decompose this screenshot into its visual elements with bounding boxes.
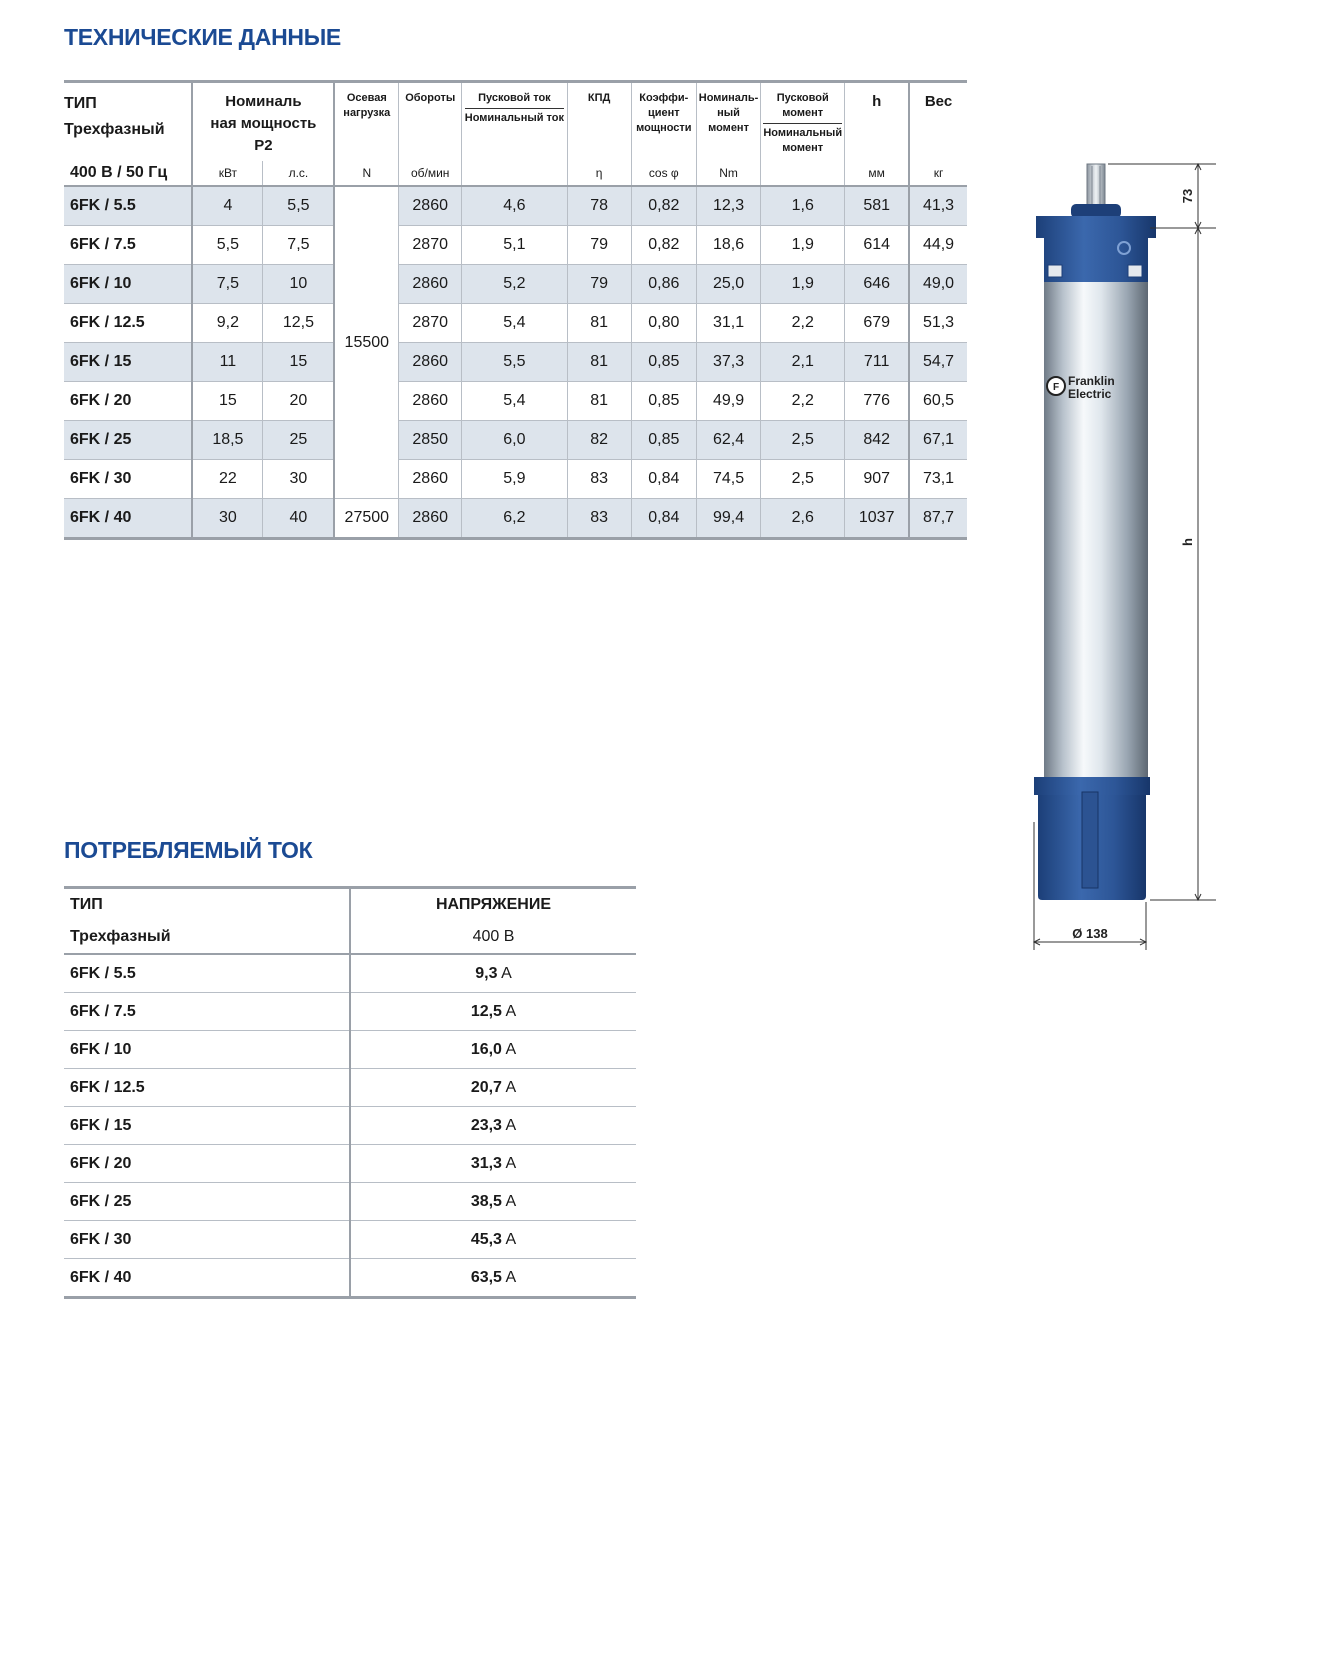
row-height: 776 [845, 382, 909, 421]
row-type: 6FK / 5.5 [64, 186, 192, 226]
tech-data-title: ТЕХНИЧЕСКИЕ ДАННЫЕ [64, 24, 341, 50]
height-header: h [845, 83, 909, 161]
current-unit: A [505, 1002, 517, 1020]
unit-efficiency: η [567, 161, 631, 186]
row-height: 1037 [845, 499, 909, 539]
row-start-torque-ratio: 2,1 [761, 343, 845, 382]
row-start-current-ratio: 5,4 [462, 304, 567, 343]
row-axial-load: 27500 [334, 499, 398, 539]
row-power-kw: 30 [192, 499, 263, 539]
row-type: 6FK / 25 [64, 421, 192, 460]
row-torque: 62,4 [696, 421, 760, 460]
current-unit: A [505, 1040, 517, 1058]
power-factor-header: Коэффи- циент мощности [631, 83, 696, 161]
unit-height: мм [845, 161, 909, 186]
row-weight: 49,0 [909, 265, 967, 304]
current-row-value [350, 1183, 636, 1221]
row-power-hp: 20 [263, 382, 335, 421]
row-start-current-ratio: 6,0 [462, 421, 567, 460]
current-row-value [350, 1107, 636, 1145]
row-type: 6FK / 30 [64, 460, 192, 499]
row-speed: 2850 [399, 421, 462, 460]
row-type: 6FK / 20 [64, 382, 192, 421]
current-unit: A [505, 1116, 517, 1134]
current-row-value [350, 993, 636, 1031]
row-height: 842 [845, 421, 909, 460]
row-start-current-ratio: 5,1 [462, 226, 567, 265]
row-power-hp: 30 [263, 460, 335, 499]
current-row-type: 6FK / 20 [64, 1145, 350, 1183]
row-type: 6FK / 12.5 [64, 304, 192, 343]
current-row [64, 1221, 636, 1259]
row-torque: 37,3 [696, 343, 760, 382]
row-height: 614 [845, 226, 909, 265]
row-power-kw: 4 [192, 186, 263, 226]
unit-ratio [462, 161, 567, 186]
tech-row [64, 304, 967, 343]
current-header-row [64, 889, 636, 921]
row-start-current-ratio: 6,2 [462, 499, 567, 539]
tech-row [64, 265, 967, 304]
row-torque: 31,1 [696, 304, 760, 343]
current-unit: A [505, 1230, 517, 1248]
unit-start-torque [761, 161, 845, 186]
tech-table-body [64, 186, 967, 539]
row-start-torque-ratio: 2,2 [761, 304, 845, 343]
row-weight: 54,7 [909, 343, 967, 382]
tech-row [64, 499, 967, 539]
tech-row [64, 226, 967, 265]
row-start-current-ratio: 4,6 [462, 186, 567, 226]
unit-torque: Nm [696, 161, 760, 186]
row-height: 646 [845, 265, 909, 304]
tech-row [64, 186, 967, 226]
torque-header: Номиналь- ный момент [696, 83, 760, 161]
row-torque: 74,5 [696, 460, 760, 499]
row-start-torque-ratio: 2,2 [761, 382, 845, 421]
current-value-number: 9,3 [475, 964, 498, 982]
row-efficiency: 81 [567, 343, 631, 382]
type-voltage-label: 400 В / 50 Гц [64, 161, 192, 186]
dim-diameter-label: Ø 138 [1072, 926, 1108, 941]
tech-data-table [64, 80, 967, 540]
unit-axial: N [334, 161, 398, 186]
current-value-number: 23,3 [470, 1116, 502, 1134]
row-start-torque-ratio: 1,9 [761, 226, 845, 265]
row-torque: 49,9 [696, 382, 760, 421]
row-weight: 51,3 [909, 304, 967, 343]
row-weight: 87,7 [909, 499, 967, 539]
power-header: Номиналь ная мощность P2 [192, 83, 334, 161]
row-speed: 2870 [399, 226, 462, 265]
axial-load-header: Осевая нагрузка [334, 83, 398, 161]
row-speed: 2860 [399, 265, 462, 304]
svg-text:F: F [1052, 382, 1060, 393]
row-height: 907 [845, 460, 909, 499]
efficiency-header: КПД [567, 83, 631, 161]
row-power-kw: 15 [192, 382, 263, 421]
current-row [64, 1031, 636, 1069]
current-unit: A [505, 1268, 517, 1286]
current-title: ПОТРЕБЛЯЕМЫЙ ТОК [64, 837, 313, 863]
current-value-number: 16,0 [470, 1040, 502, 1058]
row-height: 679 [845, 304, 909, 343]
current-row-type: 6FK / 15 [64, 1107, 350, 1145]
current-value-number: 38,5 [470, 1192, 502, 1210]
current-value-number: 45,3 [470, 1230, 502, 1248]
unit-weight: кг [909, 161, 967, 186]
row-power-hp: 12,5 [263, 304, 335, 343]
current-value-number: 20,7 [470, 1078, 502, 1096]
tech-row [64, 382, 967, 421]
row-weight: 67,1 [909, 421, 967, 460]
current-row-type: 6FK / 7.5 [64, 993, 350, 1031]
unit-hp: л.с. [263, 161, 335, 186]
current-phase-label: Трехфазный [64, 921, 350, 954]
unit-kw: кВт [192, 161, 263, 186]
row-type: 6FK / 7.5 [64, 226, 192, 265]
row-start-torque-ratio: 2,5 [761, 460, 845, 499]
row-speed: 2860 [399, 186, 462, 226]
row-power-hp: 10 [263, 265, 335, 304]
row-torque: 99,4 [696, 499, 760, 539]
voltage-value: 400 В [350, 921, 636, 954]
dim-h-label: h [1180, 538, 1195, 546]
tech-row [64, 460, 967, 499]
row-power-factor: 0,80 [631, 304, 696, 343]
row-weight: 41,3 [909, 186, 967, 226]
speed-header: Обороты [399, 83, 462, 161]
row-weight: 73,1 [909, 460, 967, 499]
current-row [64, 1259, 636, 1298]
row-start-torque-ratio: 1,6 [761, 186, 845, 226]
current-row-value [350, 954, 636, 993]
current-row-type: 6FK / 5.5 [64, 954, 350, 993]
units-row [64, 161, 967, 186]
unit-speed: об/мин [399, 161, 462, 186]
row-efficiency: 79 [567, 265, 631, 304]
weight-header: Вес [909, 83, 967, 161]
row-power-hp: 7,5 [263, 226, 335, 265]
row-efficiency: 81 [567, 382, 631, 421]
tech-header-row [64, 83, 967, 161]
dim-top-label: 73 [1180, 188, 1195, 204]
row-power-kw: 9,2 [192, 304, 263, 343]
current-row [64, 1107, 636, 1145]
start-torque-ratio-header: Пусковой момент Номинальный момент [761, 83, 845, 161]
current-row-value [350, 1031, 636, 1069]
row-power-factor: 0,82 [631, 226, 696, 265]
tech-row [64, 421, 967, 460]
row-speed: 2860 [399, 499, 462, 539]
current-subheader-row [64, 921, 636, 954]
row-power-factor: 0,85 [631, 343, 696, 382]
current-value-number: 31,3 [470, 1154, 502, 1172]
motor-figure [1030, 160, 1270, 1020]
current-unit: A [501, 964, 512, 982]
current-unit: A [505, 1192, 517, 1210]
motor-shaft [1087, 164, 1105, 206]
row-speed: 2860 [399, 343, 462, 382]
current-value-number: 12,5 [470, 1002, 502, 1020]
motor-bottom-cap [1034, 777, 1150, 900]
row-power-hp: 40 [263, 499, 335, 539]
svg-text:Franklin: Franklin [1068, 374, 1115, 388]
row-power-factor: 0,82 [631, 186, 696, 226]
svg-text:Electric: Electric [1068, 387, 1112, 401]
row-type: 6FK / 15 [64, 343, 192, 382]
current-row-value [350, 1221, 636, 1259]
current-row [64, 954, 636, 993]
row-efficiency: 78 [567, 186, 631, 226]
current-table [64, 886, 636, 1299]
row-power-kw: 11 [192, 343, 263, 382]
row-efficiency: 83 [567, 499, 631, 539]
row-start-current-ratio: 5,5 [462, 343, 567, 382]
motor-body [1044, 282, 1148, 778]
row-type: 6FK / 40 [64, 499, 192, 539]
tech-row [64, 343, 967, 382]
row-start-current-ratio: 5,4 [462, 382, 567, 421]
row-start-torque-ratio: 1,9 [761, 265, 845, 304]
axial-load-group-cell: 15500 [334, 186, 398, 499]
current-row-type: 6FK / 10 [64, 1031, 350, 1069]
row-speed: 2860 [399, 382, 462, 421]
voltage-header: НАПРЯЖЕНИЕ [350, 889, 636, 921]
row-weight: 44,9 [909, 226, 967, 265]
current-row [64, 1069, 636, 1107]
row-start-current-ratio: 5,9 [462, 460, 567, 499]
row-power-hp: 15 [263, 343, 335, 382]
row-torque: 18,6 [696, 226, 760, 265]
current-row-type: 6FK / 40 [64, 1259, 350, 1298]
row-efficiency: 81 [567, 304, 631, 343]
start-current-ratio-header: $\frac{\text{Пусковой ток}}{\text{Номинальный ток}}$ [462, 83, 567, 161]
row-start-torque-ratio: 2,6 [761, 499, 845, 539]
current-row-value [350, 1069, 636, 1107]
row-power-factor: 0,85 [631, 382, 696, 421]
current-row [64, 1183, 636, 1221]
row-type: 6FK / 10 [64, 265, 192, 304]
row-power-kw: 7,5 [192, 265, 263, 304]
row-weight: 60,5 [909, 382, 967, 421]
current-row-type: 6FK / 12.5 [64, 1069, 350, 1107]
current-row-type: 6FK / 25 [64, 1183, 350, 1221]
type-header: ТИП Трехфазный [64, 95, 165, 138]
row-power-factor: 0,85 [631, 421, 696, 460]
row-height: 711 [845, 343, 909, 382]
current-row [64, 993, 636, 1031]
row-power-factor: 0,84 [631, 460, 696, 499]
row-height: 581 [845, 186, 909, 226]
current-row-value [350, 1145, 636, 1183]
unit-pf: cos φ [631, 161, 696, 186]
row-power-kw: 22 [192, 460, 263, 499]
row-torque: 25,0 [696, 265, 760, 304]
row-power-kw: 5,5 [192, 226, 263, 265]
row-power-factor: 0,84 [631, 499, 696, 539]
row-power-kw: 18,5 [192, 421, 263, 460]
row-power-factor: 0,86 [631, 265, 696, 304]
row-efficiency: 79 [567, 226, 631, 265]
row-speed: 2870 [399, 304, 462, 343]
current-row-type: 6FK / 30 [64, 1221, 350, 1259]
row-power-hp: 25 [263, 421, 335, 460]
row-torque: 12,3 [696, 186, 760, 226]
motor-top-cap [1036, 204, 1156, 282]
current-row [64, 1145, 636, 1183]
row-speed: 2860 [399, 460, 462, 499]
current-row-value [350, 1259, 636, 1298]
row-power-hp: 5,5 [263, 186, 335, 226]
current-unit: A [505, 1154, 517, 1172]
row-start-current-ratio: 5,2 [462, 265, 567, 304]
row-efficiency: 83 [567, 460, 631, 499]
row-efficiency: 82 [567, 421, 631, 460]
current-unit: A [505, 1078, 517, 1096]
current-value-number: 63,5 [470, 1268, 502, 1286]
row-start-torque-ratio: 2,5 [761, 421, 845, 460]
current-type-header: ТИП [70, 896, 103, 913]
